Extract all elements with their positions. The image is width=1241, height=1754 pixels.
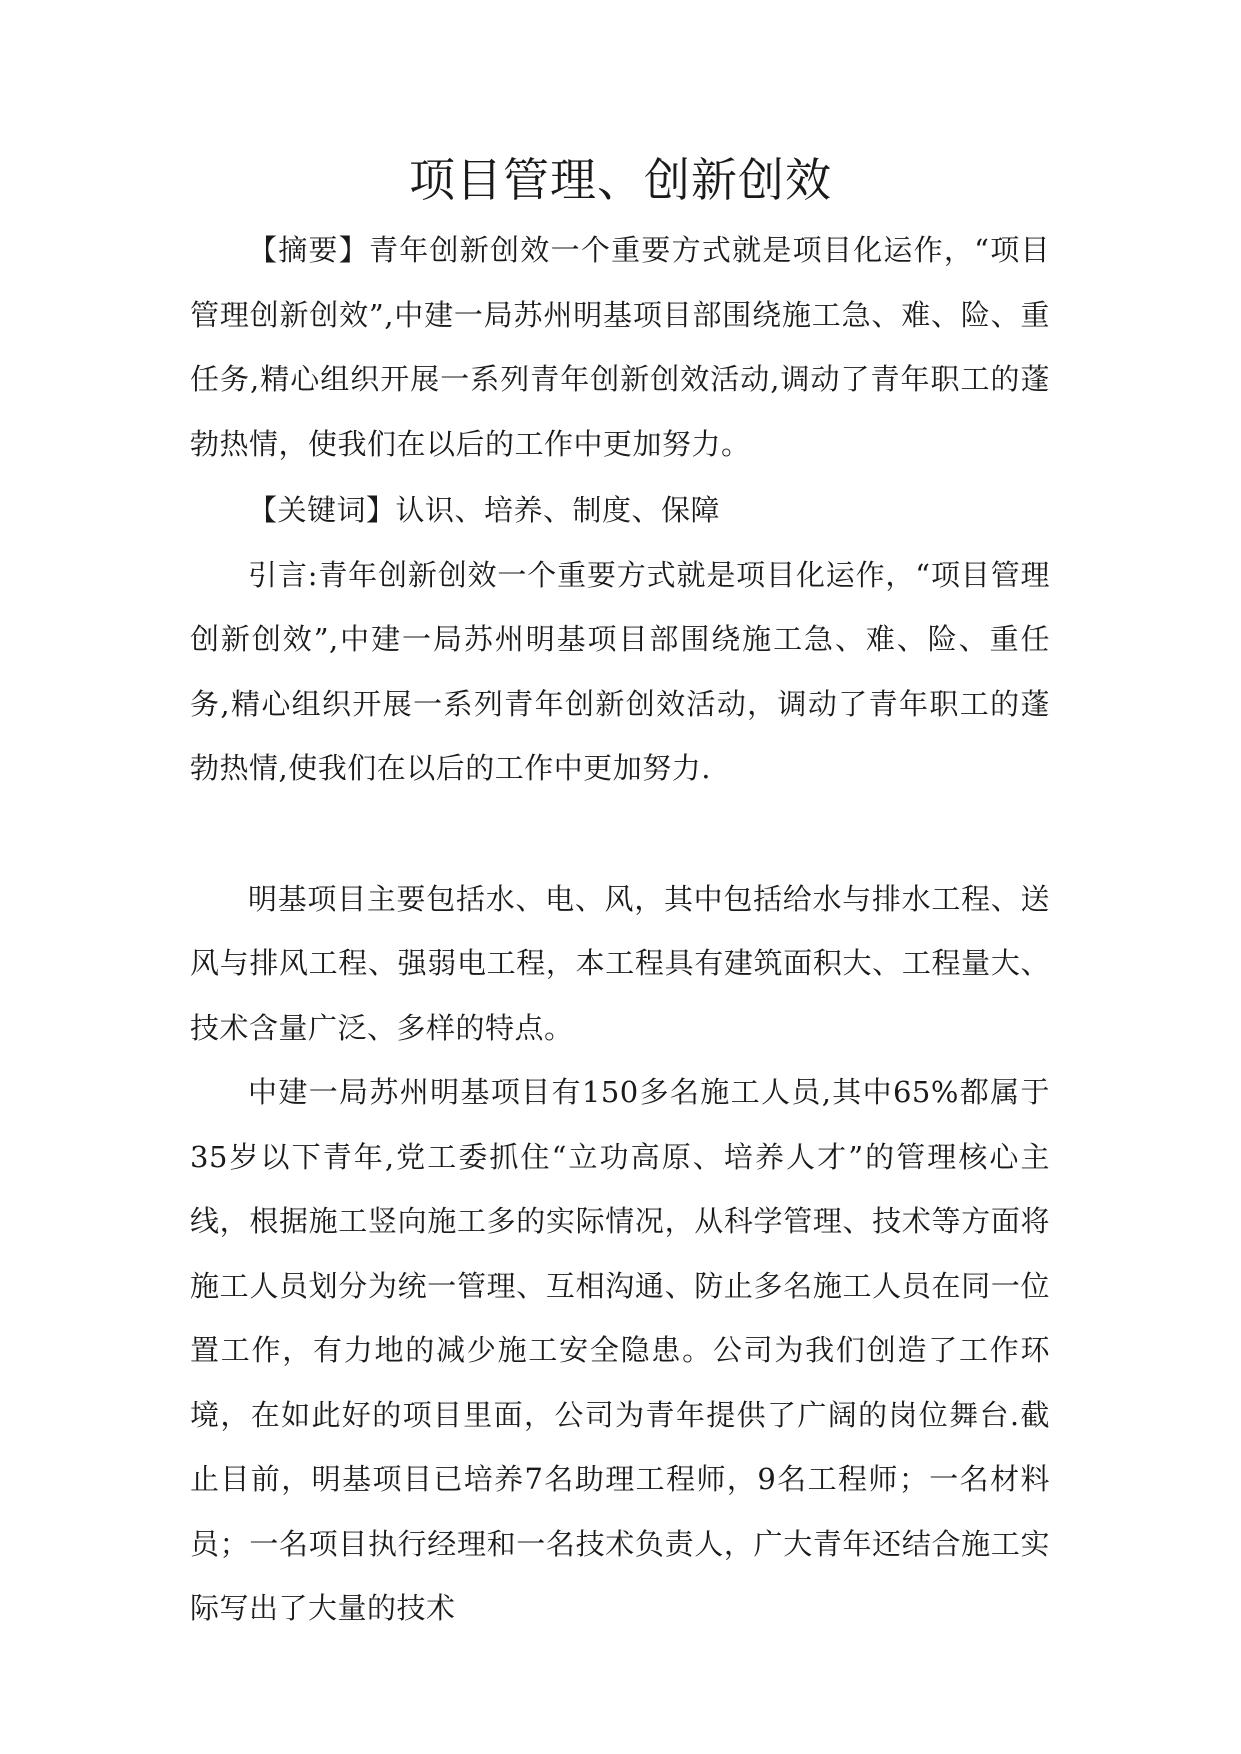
abstract-paragraph: 【摘要】青年创新创效一个重要方式就是项目化运作，“项目管理创新创效”,中建一局苏州明基项目部围绕施工急、难、险、重任务,精心组织开展一系列青年创新创效活动,调动了青年职工的蓬勃热情，使我们在以后的工作中更加努力。 [190,233,1050,461]
document-body [190,218,1050,1641]
body-paragraph-2: 中建一局苏州明基项目有150多名施工人员,其中65%都属于35岁以下青年,党工委抓住“立功高原、培养人才”的管理核心主线，根据施工竖向施工多的实际情况，从科学管理、技术等方面将施工人员划分为统一管理、互相沟通、防止多名施工人员在同一位置工作，有力地的减少施工安全隐患。公司为我们创造了工作环境，在如此好的项目里面，公司为青年提供了广阔的岗位舞台.截止目前，明基项目已培养7名助理工程师，9名工程师；一名材料员；一名项目执行经理和一名技术负责人，广大青年还结合施工实际写出了大量的技术 [190,1075,1050,1625]
document-title: 项目管理、创新创效 [409,153,832,207]
body-paragraph-1: 明基项目主要包括水、电、风，其中包括给水与排水工程、送风与排风工程、强弱电工程，本工程具有建筑面积大、工程量大、技术含量广泛、多样的特点。 [190,881,1050,1045]
keywords-paragraph: 【关键词】认识、培养、制度、保障 [248,493,721,527]
paragraph-gap [190,801,1050,867]
introduction-paragraph: 引言:青年创新创效一个重要方式就是项目化运作，“项目管理创新创效”,中建一局苏州明基项目部围绕施工急、难、险、重任务,精心组织开展一系列青年创新创效活动，调动了青年职工的蓬勃热情,使我们在以后的工作中更加努力. [190,557,1050,785]
